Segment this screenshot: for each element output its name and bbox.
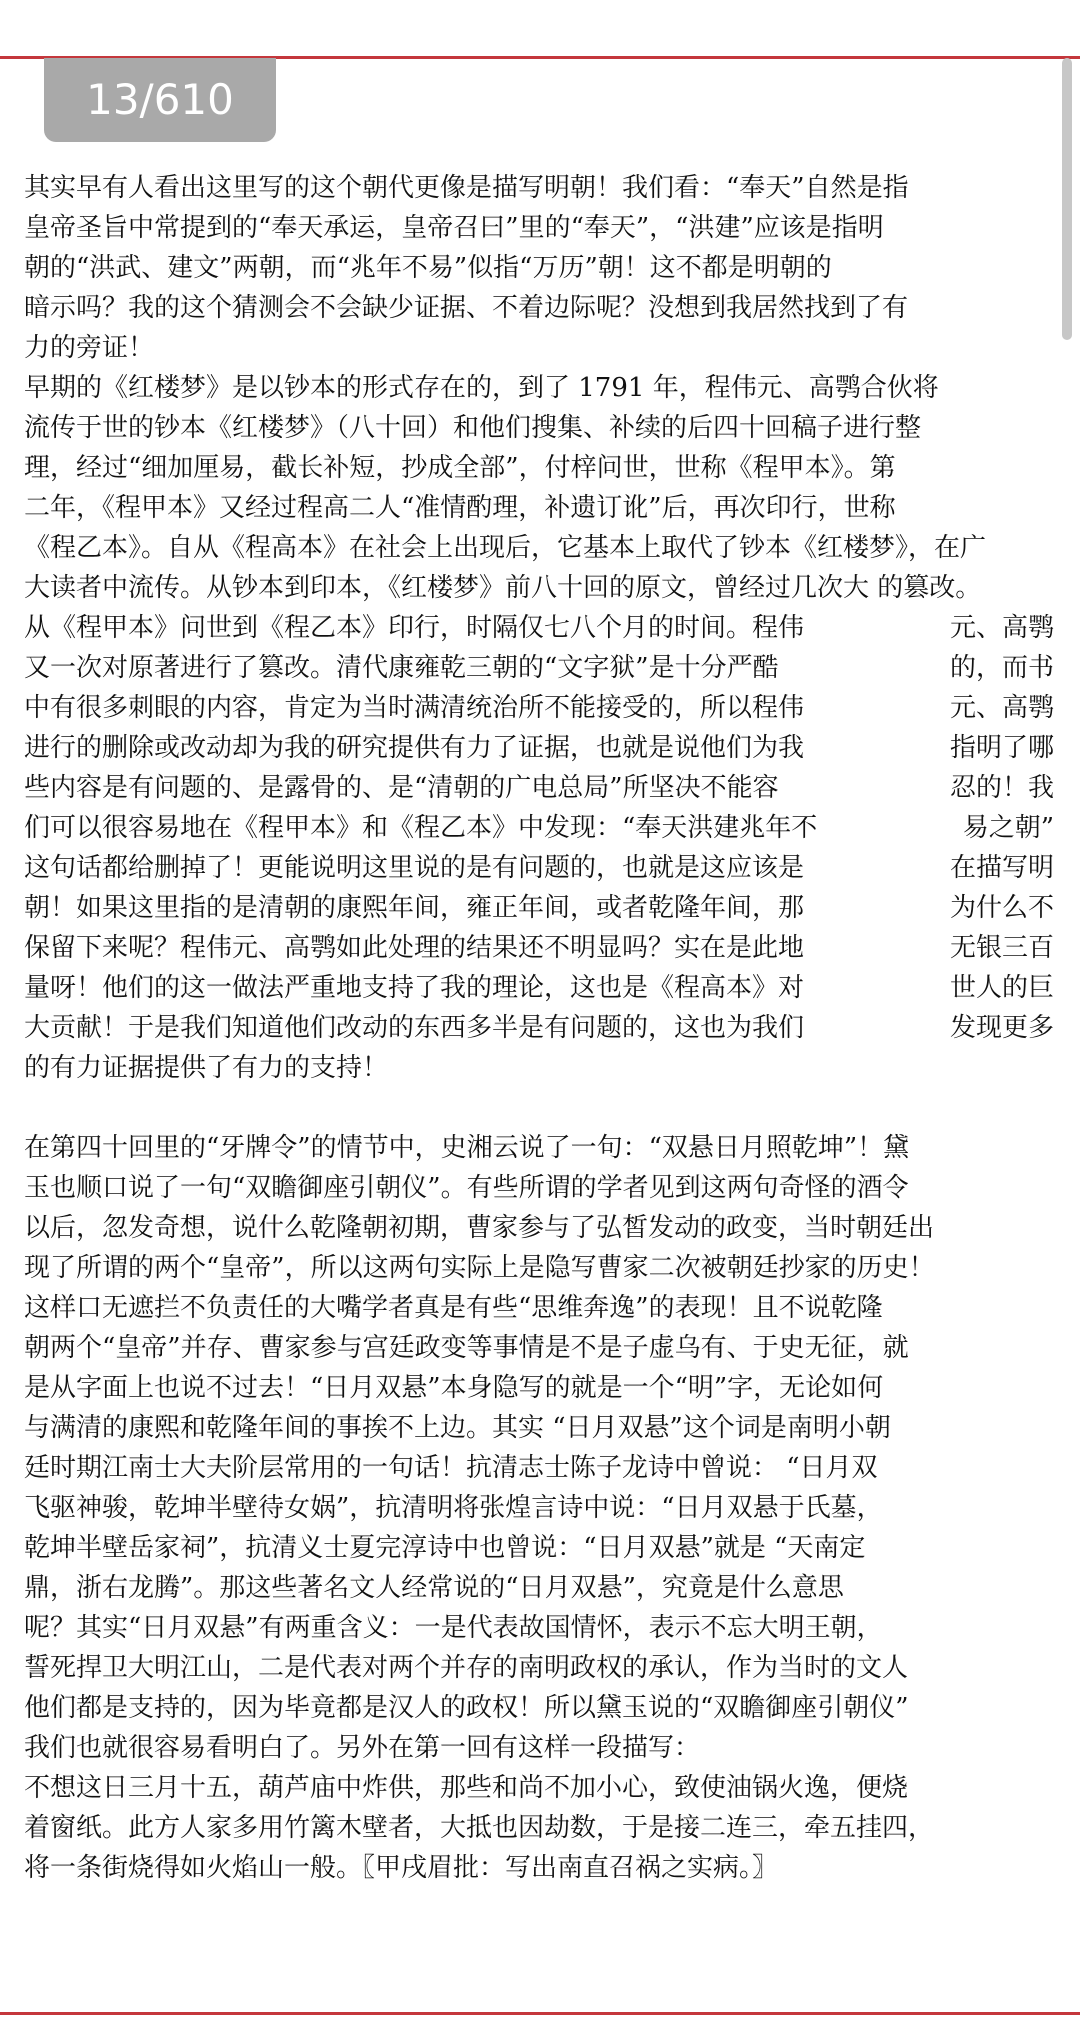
text-line: [24, 808, 1056, 848]
text-line-tail: 为什么不: [949, 893, 1054, 923]
text-line-main: 从《程甲本》问世到《程乙本》印行，时隔仅七八个月的时间。程伟: [24, 613, 805, 643]
text-line: 在第四十回里的“牙牌令”的情节中，史湘云说了一句：“双悬日月照乾坤”！黛: [24, 1133, 910, 1163]
text-line: 是从字面上也说不过去！“日月双悬”本身隐写的就是一个“明”字，无论如何: [24, 1373, 884, 1403]
text-line: [24, 1048, 1056, 1088]
scrollbar-thumb[interactable]: [1062, 58, 1072, 340]
text-line-tail: 发现更多: [949, 1013, 1054, 1043]
text-line: 理，经过“细加厘易，截长补短，抄成全部”，付梓问世，世称《程甲本》。第: [24, 453, 896, 483]
text-line: 廷时期江南士大夫阶层常用的一句话！抗清志士陈子龙诗中曾说： “日月双: [24, 1453, 878, 1483]
text-line: [24, 1008, 1056, 1048]
text-line: 呢？其实“日月双悬”有两重含义：一是代表故国情怀，表示不忘大明王朝，: [24, 1613, 883, 1643]
text-line: 着窗纸。此方人家多用竹篱木壁者，大抵也因劫数，于是接二连三，牵五挂四，: [24, 1813, 935, 1843]
text-line: 大读者中流传。从钞本到印本，《红楼梦》前八十回的原文，曾经过几次大 的篡改。: [24, 573, 982, 603]
text-line-main: 朝！如果这里指的是清朝的康熙年间，雍正年间，或者乾隆年间，那: [24, 893, 805, 923]
paragraph: [24, 168, 1056, 368]
text-line: 皇帝圣旨中常提到的“奉天承运，皇帝召曰”里的“奉天”，“洪建”应该是指明: [24, 213, 884, 243]
text-line: 二年，《程甲本》又经过程高二人“准情酌理，补遗订讹”后，再次印行，世称: [24, 493, 896, 523]
text-line-tail: 元、高鹗: [949, 613, 1054, 643]
reader-content: [24, 168, 1056, 1888]
text-line-tail: 易之朝”: [962, 813, 1054, 843]
text-line: 朝的“洪武、建文”两朝，而“兆年不易”似指“万历”朝！这不都是明朝的: [24, 253, 832, 283]
text-line-main: 些内容是有问题的、是露骨的、是“清朝的广电总局”所坚决不能容: [24, 773, 779, 803]
text-line: [24, 768, 1056, 808]
text-line: 流传于世的钞本《红楼梦》（八十回）和他们搜集、补续的后四十回稿子进行整: [24, 413, 922, 443]
text-line-tail: 忍的！我: [949, 773, 1054, 803]
text-line: [24, 968, 1056, 1008]
text-line: 《程乙本》。自从《程高本》在社会上出现后，它基本上取代了钞本《红楼梦》，在广: [24, 533, 987, 563]
text-line-main: 进行的删除或改动却为我的研究提供有力了证据，也就是说他们为我: [24, 733, 805, 763]
paragraph: [24, 368, 1056, 608]
text-line: 玉也顺口说了一句“双瞻御座引朝仪”。有些所谓的学者见到这两句奇怪的酒令: [24, 1173, 909, 1203]
text-line: 以后，忽发奇想，说什么乾隆朝初期，曹家参与了弘皙发动的政变，当时朝廷出: [24, 1213, 935, 1243]
text-line-main: 又一次对原著进行了篡改。清代康雍乾三朝的“文字狱”是十分严酷: [24, 653, 779, 683]
paragraph: [24, 608, 1056, 1088]
text-line: [24, 608, 1056, 648]
text-line-tail: 指明了哪: [949, 733, 1054, 763]
text-line: 誓死捍卫大明江山，二是代表对两个并存的南明政权的承认，作为当时的文人: [24, 1653, 909, 1683]
text-line: 他们都是支持的，因为毕竟都是汉人的政权！所以黛玉说的“双瞻御座引朝仪”: [24, 1693, 909, 1723]
text-line: 不想这日三月十五，葫芦庙中炸供，那些和尚不加小心，致使油锅火逸，便烧: [24, 1773, 909, 1803]
page-indicator[interactable]: 13/610: [44, 58, 276, 142]
text-line: [24, 728, 1056, 768]
text-line: [24, 848, 1056, 888]
text-line: 乾坤半壁岳家祠”，抗清义士夏完淳诗中也曾说：“日月双悬”就是 “天南定: [24, 1533, 866, 1563]
text-line-tail: 元、高鹗: [949, 693, 1054, 723]
paragraph-gap: [24, 1088, 1056, 1128]
text-line-main: 这句话都给删掉了！更能说明这里说的是有问题的，也就是这应该是: [24, 853, 805, 883]
text-line: 力的旁证！: [24, 333, 155, 363]
text-line: 其实早有人看出这里写的这个朝代更像是描写明朝！我们看：“奉天”自然是指: [24, 173, 909, 203]
text-line: 暗示吗？我的这个猜测会不会缺少证据、不着边际呢？没想到我居然找到了有: [24, 293, 909, 323]
text-line-tail: 世人的巨: [949, 973, 1054, 1003]
text-line-tail: 无银三百: [949, 933, 1054, 963]
text-line: 鼎，浙右龙腾”。那这些著名文人经常说的“日月双悬”，究竟是什么意思: [24, 1573, 844, 1603]
bottom-divider: [0, 2012, 1080, 2015]
text-line: 这样口无遮拦不负责任的大嘴学者真是有些“思维奔逸”的表现！且不说乾隆: [24, 1293, 883, 1323]
text-line-main: 量呀！他们的这一做法严重地支持了我的理论，这也是《程高本》对: [24, 973, 805, 1003]
text-line: 朝两个“皇帝”并存、曹家参与宫廷政变等事情是不是子虚乌有、于史无征，就: [24, 1333, 909, 1363]
text-line: 早期的《红楼梦》是以钞本的形式存在的，到了 1791 年，程伟元、高鹗合伙将: [24, 373, 939, 403]
text-line-main: 大贡献！于是我们知道他们改动的东西多半是有问题的，这也为我们: [24, 1013, 805, 1043]
text-line-tail: [1054, 1048, 1056, 1088]
paragraph: [24, 1128, 1056, 1768]
paragraph: [24, 1768, 1056, 1888]
text-line: 与满清的康熙和乾隆年间的事挨不上边。其实 “日月双悬”这个词是南明小朝: [24, 1413, 891, 1443]
text-line-main: 保留下来呢？程伟元、高鹗如此处理的结果还不明显吗？实在是此地: [24, 933, 805, 963]
text-line: [24, 688, 1056, 728]
text-line: 将一条街烧得如火焰山一般。〖甲戌眉批：写出南直召祸之实病。〗: [24, 1853, 779, 1883]
text-line-tail: 在描写明: [949, 853, 1054, 883]
text-line: 现了所谓的两个“皇帝”，所以这两句实际上是隐写曹家二次被朝廷抄家的历史！: [24, 1253, 935, 1283]
text-line-main: 中有很多刺眼的内容，肯定为当时满清统治所不能接受的，所以程伟: [24, 693, 805, 723]
text-line: [24, 648, 1056, 688]
text-line: [24, 928, 1056, 968]
text-line: [24, 888, 1056, 928]
text-line: 飞驱神骏，乾坤半壁待女娲”，抗清明将张煌言诗中说：“日月双悬于氏墓，: [24, 1493, 883, 1523]
text-line-main: 们可以很容易地在《程甲本》和《程乙本》中发现：“奉天洪建兆年不: [24, 813, 818, 843]
text-line: 我们也就很容易看明白了。另外在第一回有这样一段描写：: [24, 1733, 701, 1763]
text-line-tail: 的，而书: [949, 653, 1054, 683]
text-line-main: 的有力证据提供了有力的支持！: [24, 1053, 389, 1083]
